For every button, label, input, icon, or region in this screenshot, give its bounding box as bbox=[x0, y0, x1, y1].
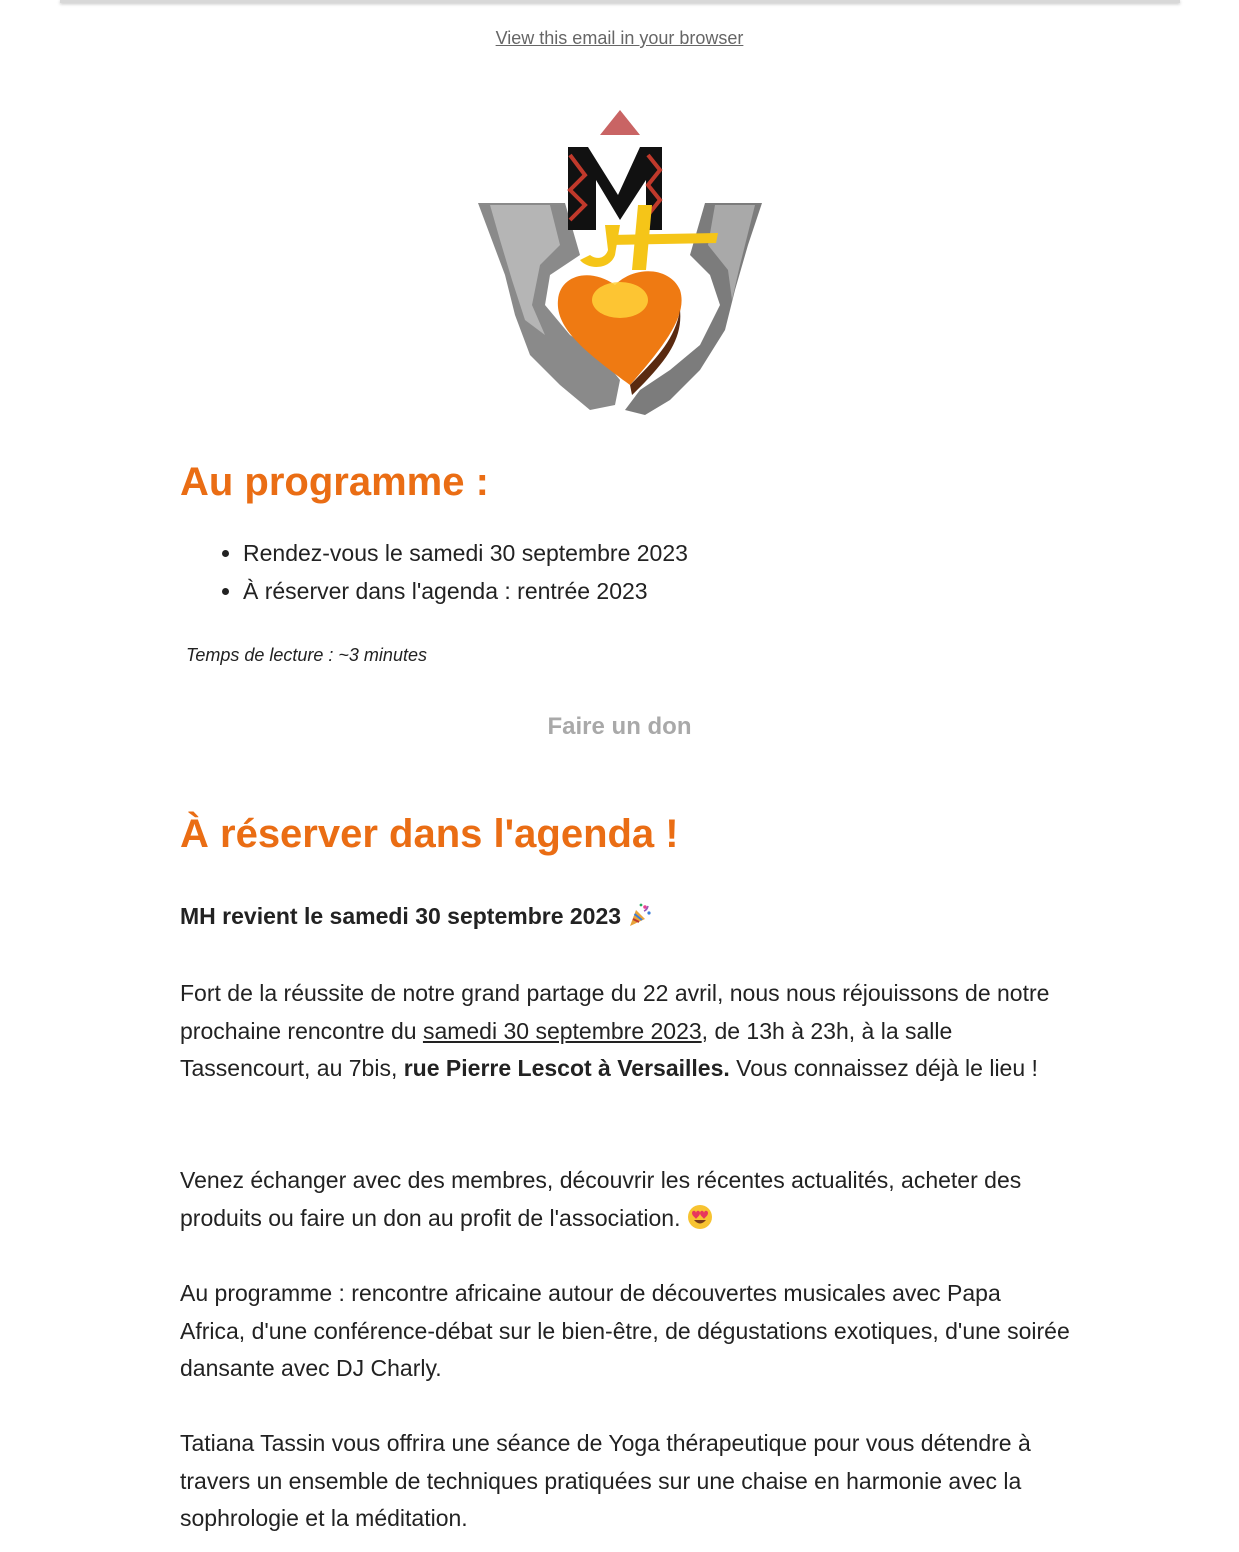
program-heading: Au programme : bbox=[180, 460, 489, 504]
agenda-heading: À réserver dans l'agenda ! bbox=[180, 812, 679, 856]
agenda-paragraph-yoga: Tatiana Tassin vous offrira une séance de Yoga thérapeutique pour vous détendre à travers un ensemble de techniques pratiquées sur une chaise en harmonie avec la sophrologie et la méditation. bbox=[180, 1430, 1031, 1531]
program-item: • À réserver dans l'agenda : rentrée 2023 bbox=[243, 572, 688, 610]
h-letter bbox=[580, 225, 620, 267]
agenda-text: Venez échanger avec des membres, découvrir les récentes actualités, acheter des produits ou faire un don au profit de l'association. bbox=[180, 1167, 1022, 1231]
party-popper-icon bbox=[627, 902, 653, 928]
agenda-text: , de 13h à 23h, à la salle Tassencourt, au 7bis, bbox=[180, 1017, 953, 1081]
top-divider bbox=[60, 0, 1180, 3]
mh-logo bbox=[470, 105, 770, 420]
view-in-browser bbox=[0, 28, 1239, 49]
agenda-paragraph-intro bbox=[180, 975, 1070, 1088]
donate-button[interactable]: Faire un don bbox=[547, 713, 692, 740]
event-date-link[interactable]: samedi 30 septembre 2023 bbox=[422, 1017, 702, 1044]
triangle-shape bbox=[600, 110, 640, 135]
reading-time: Temps de lecture : ~3 minutes bbox=[186, 645, 427, 665]
view-in-browser-link[interactable]: View this email in your browser bbox=[495, 28, 744, 48]
agenda-paragraph-program: Au programme : rencontre africaine autour de découvertes musicales avec Papa Africa, d'une conférence-débat sur le bien-être, de dégustations exotiques, d'une soirée dansante avec DJ Charly. bbox=[180, 1280, 1070, 1381]
agenda-text: Vous connaissez déjà le lieu ! bbox=[729, 1055, 1038, 1081]
agenda-paragraph-exchange bbox=[180, 1162, 1070, 1237]
event-address: rue Pierre Lescot à Versailles. bbox=[403, 1055, 730, 1081]
agenda-lead bbox=[180, 898, 1070, 936]
program-list bbox=[180, 534, 688, 610]
heart-eyes-emoji-icon bbox=[687, 1204, 713, 1230]
agenda-text: Fort de la réussite de notre grand partage du 22 avril, nous nous réjouissons de notre prochaine rencontre du bbox=[180, 980, 1050, 1044]
program-item: • Rendez-vous le samedi 30 septembre 2023 bbox=[243, 534, 688, 572]
agenda-lead-text: MH revient le samedi 30 septembre 2023 bbox=[180, 903, 622, 929]
